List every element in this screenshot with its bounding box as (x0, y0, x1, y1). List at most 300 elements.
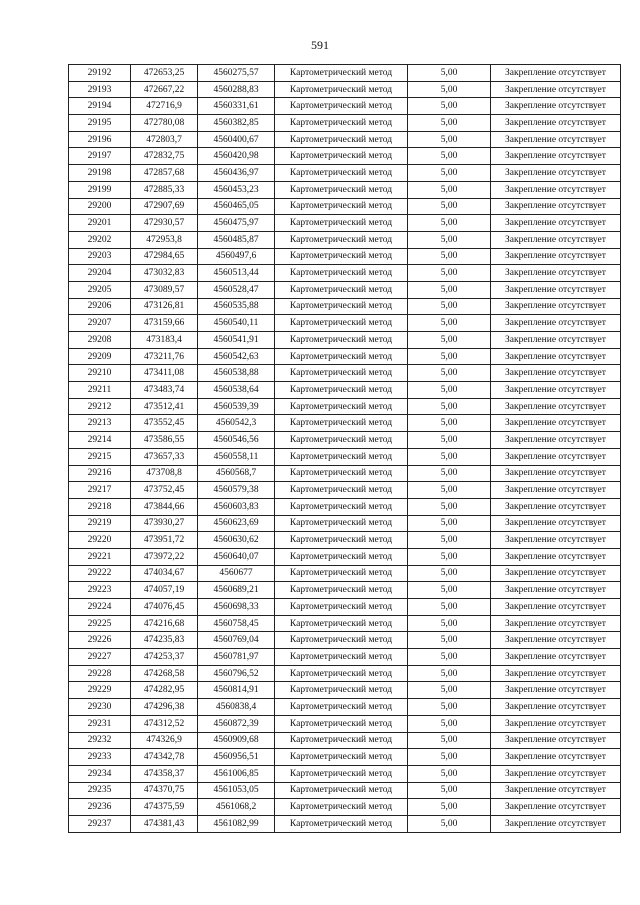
point-number-cell: 29213 (69, 415, 131, 432)
point-number-cell: 29229 (69, 682, 131, 699)
method-cell: Картометрический метод (275, 682, 408, 699)
x-coordinate-cell: 474268,58 (131, 665, 198, 682)
y-coordinate-cell: 4560382,85 (198, 115, 275, 132)
x-coordinate-cell: 473972,22 (131, 548, 198, 565)
x-coordinate-cell: 473708,8 (131, 465, 198, 482)
y-coordinate-cell: 4560497,6 (198, 248, 275, 265)
status-cell: Закрепление отсутствует (491, 815, 621, 832)
status-cell: Закрепление отсутствует (491, 448, 621, 465)
y-coordinate-cell: 4560535,88 (198, 298, 275, 315)
table-row (69, 81, 621, 98)
method-cell: Картометрический метод (275, 498, 408, 515)
x-coordinate-cell: 474057,19 (131, 582, 198, 599)
accuracy-cell: 5,00 (408, 482, 491, 499)
accuracy-cell: 5,00 (408, 332, 491, 349)
method-cell: Картометрический метод (275, 365, 408, 382)
status-cell: Закрепление отсутствует (491, 98, 621, 115)
status-cell: Закрепление отсутствует (491, 131, 621, 148)
status-cell: Закрепление отсутствует (491, 265, 621, 282)
method-cell: Картометрический метод (275, 248, 408, 265)
method-cell: Картометрический метод (275, 482, 408, 499)
accuracy-cell: 5,00 (408, 615, 491, 632)
method-cell: Картометрический метод (275, 198, 408, 215)
accuracy-cell: 5,00 (408, 398, 491, 415)
x-coordinate-cell: 472716,9 (131, 98, 198, 115)
accuracy-cell: 5,00 (408, 365, 491, 382)
y-coordinate-cell: 4560677 (198, 565, 275, 582)
method-cell: Картометрический метод (275, 98, 408, 115)
y-coordinate-cell: 4561053,05 (198, 782, 275, 799)
method-cell: Картометрический метод (275, 65, 408, 82)
y-coordinate-cell: 4560540,11 (198, 315, 275, 332)
accuracy-cell: 5,00 (408, 432, 491, 449)
point-number-cell: 29226 (69, 632, 131, 649)
x-coordinate-cell: 473752,45 (131, 482, 198, 499)
status-cell: Закрепление отсутствует (491, 148, 621, 165)
status-cell: Закрепление отсутствует (491, 799, 621, 816)
table-row (69, 515, 621, 532)
method-cell: Картометрический метод (275, 632, 408, 649)
accuracy-cell: 5,00 (408, 532, 491, 549)
y-coordinate-cell: 4560872,39 (198, 715, 275, 732)
x-coordinate-cell: 473586,55 (131, 432, 198, 449)
point-number-cell: 29235 (69, 782, 131, 799)
accuracy-cell: 5,00 (408, 599, 491, 616)
table-row (69, 565, 621, 582)
status-cell: Закрепление отсутствует (491, 65, 621, 82)
x-coordinate-cell: 474235,83 (131, 632, 198, 649)
x-coordinate-cell: 473411,08 (131, 365, 198, 382)
table-row (69, 815, 621, 832)
x-coordinate-cell: 473126,81 (131, 298, 198, 315)
y-coordinate-cell: 4560513,44 (198, 265, 275, 282)
status-cell: Закрепление отсутствует (491, 248, 621, 265)
method-cell: Картометрический метод (275, 665, 408, 682)
table-row (69, 782, 621, 799)
x-coordinate-cell: 472857,68 (131, 165, 198, 182)
method-cell: Картометрический метод (275, 565, 408, 582)
status-cell: Закрепление отсутствует (491, 682, 621, 699)
point-number-cell: 29231 (69, 715, 131, 732)
status-cell: Закрепление отсутствует (491, 765, 621, 782)
accuracy-cell: 5,00 (408, 465, 491, 482)
status-cell: Закрепление отсутствует (491, 715, 621, 732)
table-row (69, 482, 621, 499)
x-coordinate-cell: 473483,74 (131, 382, 198, 399)
method-cell: Картометрический метод (275, 649, 408, 666)
method-cell: Картометрический метод (275, 715, 408, 732)
table-row (69, 548, 621, 565)
status-cell: Закрепление отсутствует (491, 115, 621, 132)
y-coordinate-cell: 4560698,33 (198, 599, 275, 616)
method-cell: Картометрический метод (275, 148, 408, 165)
status-cell: Закрепление отсутствует (491, 231, 621, 248)
accuracy-cell: 5,00 (408, 148, 491, 165)
method-cell: Картометрический метод (275, 582, 408, 599)
table-row (69, 432, 621, 449)
status-cell: Закрепление отсутствует (491, 582, 621, 599)
accuracy-cell: 5,00 (408, 348, 491, 365)
method-cell: Картометрический метод (275, 699, 408, 716)
y-coordinate-cell: 4561082,99 (198, 815, 275, 832)
status-cell: Закрепление отсутствует (491, 565, 621, 582)
status-cell: Закрепление отсутствует (491, 615, 621, 632)
table-row (69, 532, 621, 549)
method-cell: Картометрический метод (275, 799, 408, 816)
x-coordinate-cell: 472984,65 (131, 248, 198, 265)
y-coordinate-cell: 4560689,21 (198, 582, 275, 599)
x-coordinate-cell: 474253,37 (131, 649, 198, 666)
accuracy-cell: 5,00 (408, 265, 491, 282)
status-cell: Закрепление отсутствует (491, 532, 621, 549)
y-coordinate-cell: 4560475,97 (198, 215, 275, 232)
point-number-cell: 29237 (69, 815, 131, 832)
accuracy-cell: 5,00 (408, 732, 491, 749)
y-coordinate-cell: 4560485,87 (198, 231, 275, 248)
accuracy-cell: 5,00 (408, 665, 491, 682)
table-row (69, 281, 621, 298)
x-coordinate-cell: 474034,67 (131, 565, 198, 582)
x-coordinate-cell: 472832,75 (131, 148, 198, 165)
method-cell: Картометрический метод (275, 348, 408, 365)
x-coordinate-cell: 473159,66 (131, 315, 198, 332)
table-row (69, 231, 621, 248)
x-coordinate-cell: 474216,68 (131, 615, 198, 632)
x-coordinate-cell: 473930,27 (131, 515, 198, 532)
table-row (69, 765, 621, 782)
table-row (69, 265, 621, 282)
status-cell: Закрепление отсутствует (491, 665, 621, 682)
table-row (69, 582, 621, 599)
method-cell: Картометрический метод (275, 732, 408, 749)
table-row (69, 649, 621, 666)
point-number-cell: 29197 (69, 148, 131, 165)
method-cell: Картометрический метод (275, 81, 408, 98)
method-cell: Картометрический метод (275, 599, 408, 616)
table-row (69, 732, 621, 749)
method-cell: Картометрический метод (275, 765, 408, 782)
x-coordinate-cell: 473951,72 (131, 532, 198, 549)
x-coordinate-cell: 473512,41 (131, 398, 198, 415)
x-coordinate-cell: 474358,37 (131, 765, 198, 782)
status-cell: Закрепление отсутствует (491, 81, 621, 98)
point-number-cell: 29221 (69, 548, 131, 565)
page-number: 591 (311, 38, 329, 52)
x-coordinate-cell: 473183,4 (131, 332, 198, 349)
point-number-cell: 29196 (69, 131, 131, 148)
y-coordinate-cell: 4560331,61 (198, 98, 275, 115)
table-row (69, 398, 621, 415)
y-coordinate-cell: 4560453,23 (198, 181, 275, 198)
status-cell: Закрепление отсутствует (491, 782, 621, 799)
point-number-cell: 29199 (69, 181, 131, 198)
point-number-cell: 29200 (69, 198, 131, 215)
point-number-cell: 29195 (69, 115, 131, 132)
table-row (69, 181, 621, 198)
accuracy-cell: 5,00 (408, 115, 491, 132)
table-row (69, 365, 621, 382)
y-coordinate-cell: 4560400,67 (198, 131, 275, 148)
table-row (69, 348, 621, 365)
accuracy-cell: 5,00 (408, 231, 491, 248)
y-coordinate-cell: 4560796,52 (198, 665, 275, 682)
method-cell: Картометрический метод (275, 115, 408, 132)
y-coordinate-cell: 4560640,07 (198, 548, 275, 565)
point-number-cell: 29202 (69, 231, 131, 248)
y-coordinate-cell: 4560956,51 (198, 749, 275, 766)
status-cell: Закрепление отсутствует (491, 315, 621, 332)
point-number-cell: 29209 (69, 348, 131, 365)
y-coordinate-cell: 4560538,88 (198, 365, 275, 382)
accuracy-cell: 5,00 (408, 815, 491, 832)
table-row (69, 465, 621, 482)
accuracy-cell: 5,00 (408, 632, 491, 649)
x-coordinate-cell: 473844,66 (131, 498, 198, 515)
point-number-cell: 29210 (69, 365, 131, 382)
accuracy-cell: 5,00 (408, 315, 491, 332)
point-number-cell: 29219 (69, 515, 131, 532)
status-cell: Закрепление отсутствует (491, 649, 621, 666)
coordinates-table-body (69, 65, 621, 833)
table-row (69, 298, 621, 315)
table-row (69, 498, 621, 515)
table-row (69, 248, 621, 265)
point-number-cell: 29225 (69, 615, 131, 632)
point-number-cell: 29228 (69, 665, 131, 682)
x-coordinate-cell: 474370,75 (131, 782, 198, 799)
accuracy-cell: 5,00 (408, 198, 491, 215)
status-cell: Закрепление отсутствует (491, 165, 621, 182)
method-cell: Картометрический метод (275, 165, 408, 182)
point-number-cell: 29217 (69, 482, 131, 499)
point-number-cell: 29232 (69, 732, 131, 749)
table-row (69, 148, 621, 165)
method-cell: Картометрический метод (275, 231, 408, 248)
y-coordinate-cell: 4560568,7 (198, 465, 275, 482)
status-cell: Закрепление отсутствует (491, 599, 621, 616)
accuracy-cell: 5,00 (408, 649, 491, 666)
status-cell: Закрепление отсутствует (491, 348, 621, 365)
point-number-cell: 29194 (69, 98, 131, 115)
table-row (69, 632, 621, 649)
point-number-cell: 29224 (69, 599, 131, 616)
status-cell: Закрепление отсутствует (491, 198, 621, 215)
x-coordinate-cell: 474342,78 (131, 749, 198, 766)
method-cell: Картометрический метод (275, 749, 408, 766)
y-coordinate-cell: 4560814,91 (198, 682, 275, 699)
x-coordinate-cell: 474312,52 (131, 715, 198, 732)
point-number-cell: 29204 (69, 265, 131, 282)
status-cell: Закрепление отсутствует (491, 515, 621, 532)
y-coordinate-cell: 4560538,64 (198, 382, 275, 399)
status-cell: Закрепление отсутствует (491, 365, 621, 382)
method-cell: Картометрический метод (275, 131, 408, 148)
method-cell: Картометрический метод (275, 448, 408, 465)
accuracy-cell: 5,00 (408, 448, 491, 465)
table-row (69, 448, 621, 465)
status-cell: Закрепление отсутствует (491, 298, 621, 315)
method-cell: Картометрический метод (275, 265, 408, 282)
table-row (69, 165, 621, 182)
point-number-cell: 29218 (69, 498, 131, 515)
table-row (69, 715, 621, 732)
x-coordinate-cell: 474282,95 (131, 682, 198, 699)
status-cell: Закрепление отсутствует (491, 415, 621, 432)
accuracy-cell: 5,00 (408, 765, 491, 782)
point-number-cell: 29220 (69, 532, 131, 549)
method-cell: Картометрический метод (275, 398, 408, 415)
y-coordinate-cell: 4560546,56 (198, 432, 275, 449)
accuracy-cell: 5,00 (408, 498, 491, 515)
status-cell: Закрепление отсутствует (491, 498, 621, 515)
table-row (69, 382, 621, 399)
x-coordinate-cell: 472667,22 (131, 81, 198, 98)
x-coordinate-cell: 472953,8 (131, 231, 198, 248)
accuracy-cell: 5,00 (408, 799, 491, 816)
table-row (69, 98, 621, 115)
y-coordinate-cell: 4560758,45 (198, 615, 275, 632)
accuracy-cell: 5,00 (408, 281, 491, 298)
method-cell: Картометрический метод (275, 332, 408, 349)
status-cell: Закрепление отсутствует (491, 482, 621, 499)
coordinates-table (68, 64, 621, 833)
y-coordinate-cell: 4560838,4 (198, 699, 275, 716)
y-coordinate-cell: 4560909,68 (198, 732, 275, 749)
y-coordinate-cell: 4560528,47 (198, 281, 275, 298)
table-row (69, 131, 621, 148)
x-coordinate-cell: 472780,08 (131, 115, 198, 132)
accuracy-cell: 5,00 (408, 65, 491, 82)
y-coordinate-cell: 4560781,97 (198, 649, 275, 666)
method-cell: Картометрический метод (275, 532, 408, 549)
point-number-cell: 29207 (69, 315, 131, 332)
status-cell: Закрепление отсутствует (491, 632, 621, 649)
accuracy-cell: 5,00 (408, 165, 491, 182)
table-row (69, 415, 621, 432)
status-cell: Закрепление отсутствует (491, 382, 621, 399)
x-coordinate-cell: 472653,25 (131, 65, 198, 82)
y-coordinate-cell: 4560542,3 (198, 415, 275, 432)
accuracy-cell: 5,00 (408, 215, 491, 232)
point-number-cell: 29208 (69, 332, 131, 349)
status-cell: Закрепление отсутствует (491, 332, 621, 349)
point-number-cell: 29236 (69, 799, 131, 816)
point-number-cell: 29211 (69, 382, 131, 399)
status-cell: Закрепление отсутствует (491, 465, 621, 482)
method-cell: Картометрический метод (275, 215, 408, 232)
table-row (69, 665, 621, 682)
table-row (69, 65, 621, 82)
point-number-cell: 29230 (69, 699, 131, 716)
method-cell: Картометрический метод (275, 615, 408, 632)
x-coordinate-cell: 472930,57 (131, 215, 198, 232)
table-row (69, 615, 621, 632)
status-cell: Закрепление отсутствует (491, 281, 621, 298)
method-cell: Картометрический метод (275, 548, 408, 565)
y-coordinate-cell: 4560603,83 (198, 498, 275, 515)
x-coordinate-cell: 474296,38 (131, 699, 198, 716)
method-cell: Картометрический метод (275, 281, 408, 298)
table-row (69, 599, 621, 616)
point-number-cell: 29233 (69, 749, 131, 766)
accuracy-cell: 5,00 (408, 382, 491, 399)
x-coordinate-cell: 474375,59 (131, 799, 198, 816)
method-cell: Картометрический метод (275, 815, 408, 832)
point-number-cell: 29227 (69, 649, 131, 666)
y-coordinate-cell: 4560436,97 (198, 165, 275, 182)
status-cell: Закрепление отсутствует (491, 432, 621, 449)
x-coordinate-cell: 472885,33 (131, 181, 198, 198)
x-coordinate-cell: 473211,76 (131, 348, 198, 365)
point-number-cell: 29214 (69, 432, 131, 449)
y-coordinate-cell: 4560420,98 (198, 148, 275, 165)
point-number-cell: 29234 (69, 765, 131, 782)
x-coordinate-cell: 474326,9 (131, 732, 198, 749)
table-row (69, 332, 621, 349)
y-coordinate-cell: 4560769,04 (198, 632, 275, 649)
status-cell: Закрепление отсутствует (491, 699, 621, 716)
point-number-cell: 29212 (69, 398, 131, 415)
accuracy-cell: 5,00 (408, 699, 491, 716)
y-coordinate-cell: 4560630,62 (198, 532, 275, 549)
accuracy-cell: 5,00 (408, 81, 491, 98)
y-coordinate-cell: 4561068,2 (198, 799, 275, 816)
point-number-cell: 29206 (69, 298, 131, 315)
y-coordinate-cell: 4560275,57 (198, 65, 275, 82)
point-number-cell: 29198 (69, 165, 131, 182)
table-row (69, 749, 621, 766)
y-coordinate-cell: 4560288,83 (198, 81, 275, 98)
point-number-cell: 29222 (69, 565, 131, 582)
method-cell: Картометрический метод (275, 415, 408, 432)
y-coordinate-cell: 4560465,05 (198, 198, 275, 215)
accuracy-cell: 5,00 (408, 248, 491, 265)
method-cell: Картометрический метод (275, 515, 408, 532)
accuracy-cell: 5,00 (408, 131, 491, 148)
point-number-cell: 29215 (69, 448, 131, 465)
y-coordinate-cell: 4560558,11 (198, 448, 275, 465)
status-cell: Закрепление отсутствует (491, 181, 621, 198)
accuracy-cell: 5,00 (408, 515, 491, 532)
x-coordinate-cell: 473032,83 (131, 265, 198, 282)
table-row (69, 115, 621, 132)
status-cell: Закрепление отсутствует (491, 732, 621, 749)
accuracy-cell: 5,00 (408, 565, 491, 582)
x-coordinate-cell: 473089,57 (131, 281, 198, 298)
accuracy-cell: 5,00 (408, 715, 491, 732)
x-coordinate-cell: 474076,45 (131, 599, 198, 616)
x-coordinate-cell: 472907,69 (131, 198, 198, 215)
x-coordinate-cell: 473552,45 (131, 415, 198, 432)
point-number-cell: 29216 (69, 465, 131, 482)
point-number-cell: 29223 (69, 582, 131, 599)
x-coordinate-cell: 474381,43 (131, 815, 198, 832)
x-coordinate-cell: 472803,7 (131, 131, 198, 148)
accuracy-cell: 5,00 (408, 181, 491, 198)
point-number-cell: 29205 (69, 281, 131, 298)
table-row (69, 215, 621, 232)
y-coordinate-cell: 4561006,85 (198, 765, 275, 782)
y-coordinate-cell: 4560579,38 (198, 482, 275, 499)
point-number-cell: 29192 (69, 65, 131, 82)
table-row (69, 315, 621, 332)
method-cell: Картометрический метод (275, 298, 408, 315)
point-number-cell: 29203 (69, 248, 131, 265)
method-cell: Картометрический метод (275, 782, 408, 799)
y-coordinate-cell: 4560623,69 (198, 515, 275, 532)
point-number-cell: 29201 (69, 215, 131, 232)
x-coordinate-cell: 473657,33 (131, 448, 198, 465)
